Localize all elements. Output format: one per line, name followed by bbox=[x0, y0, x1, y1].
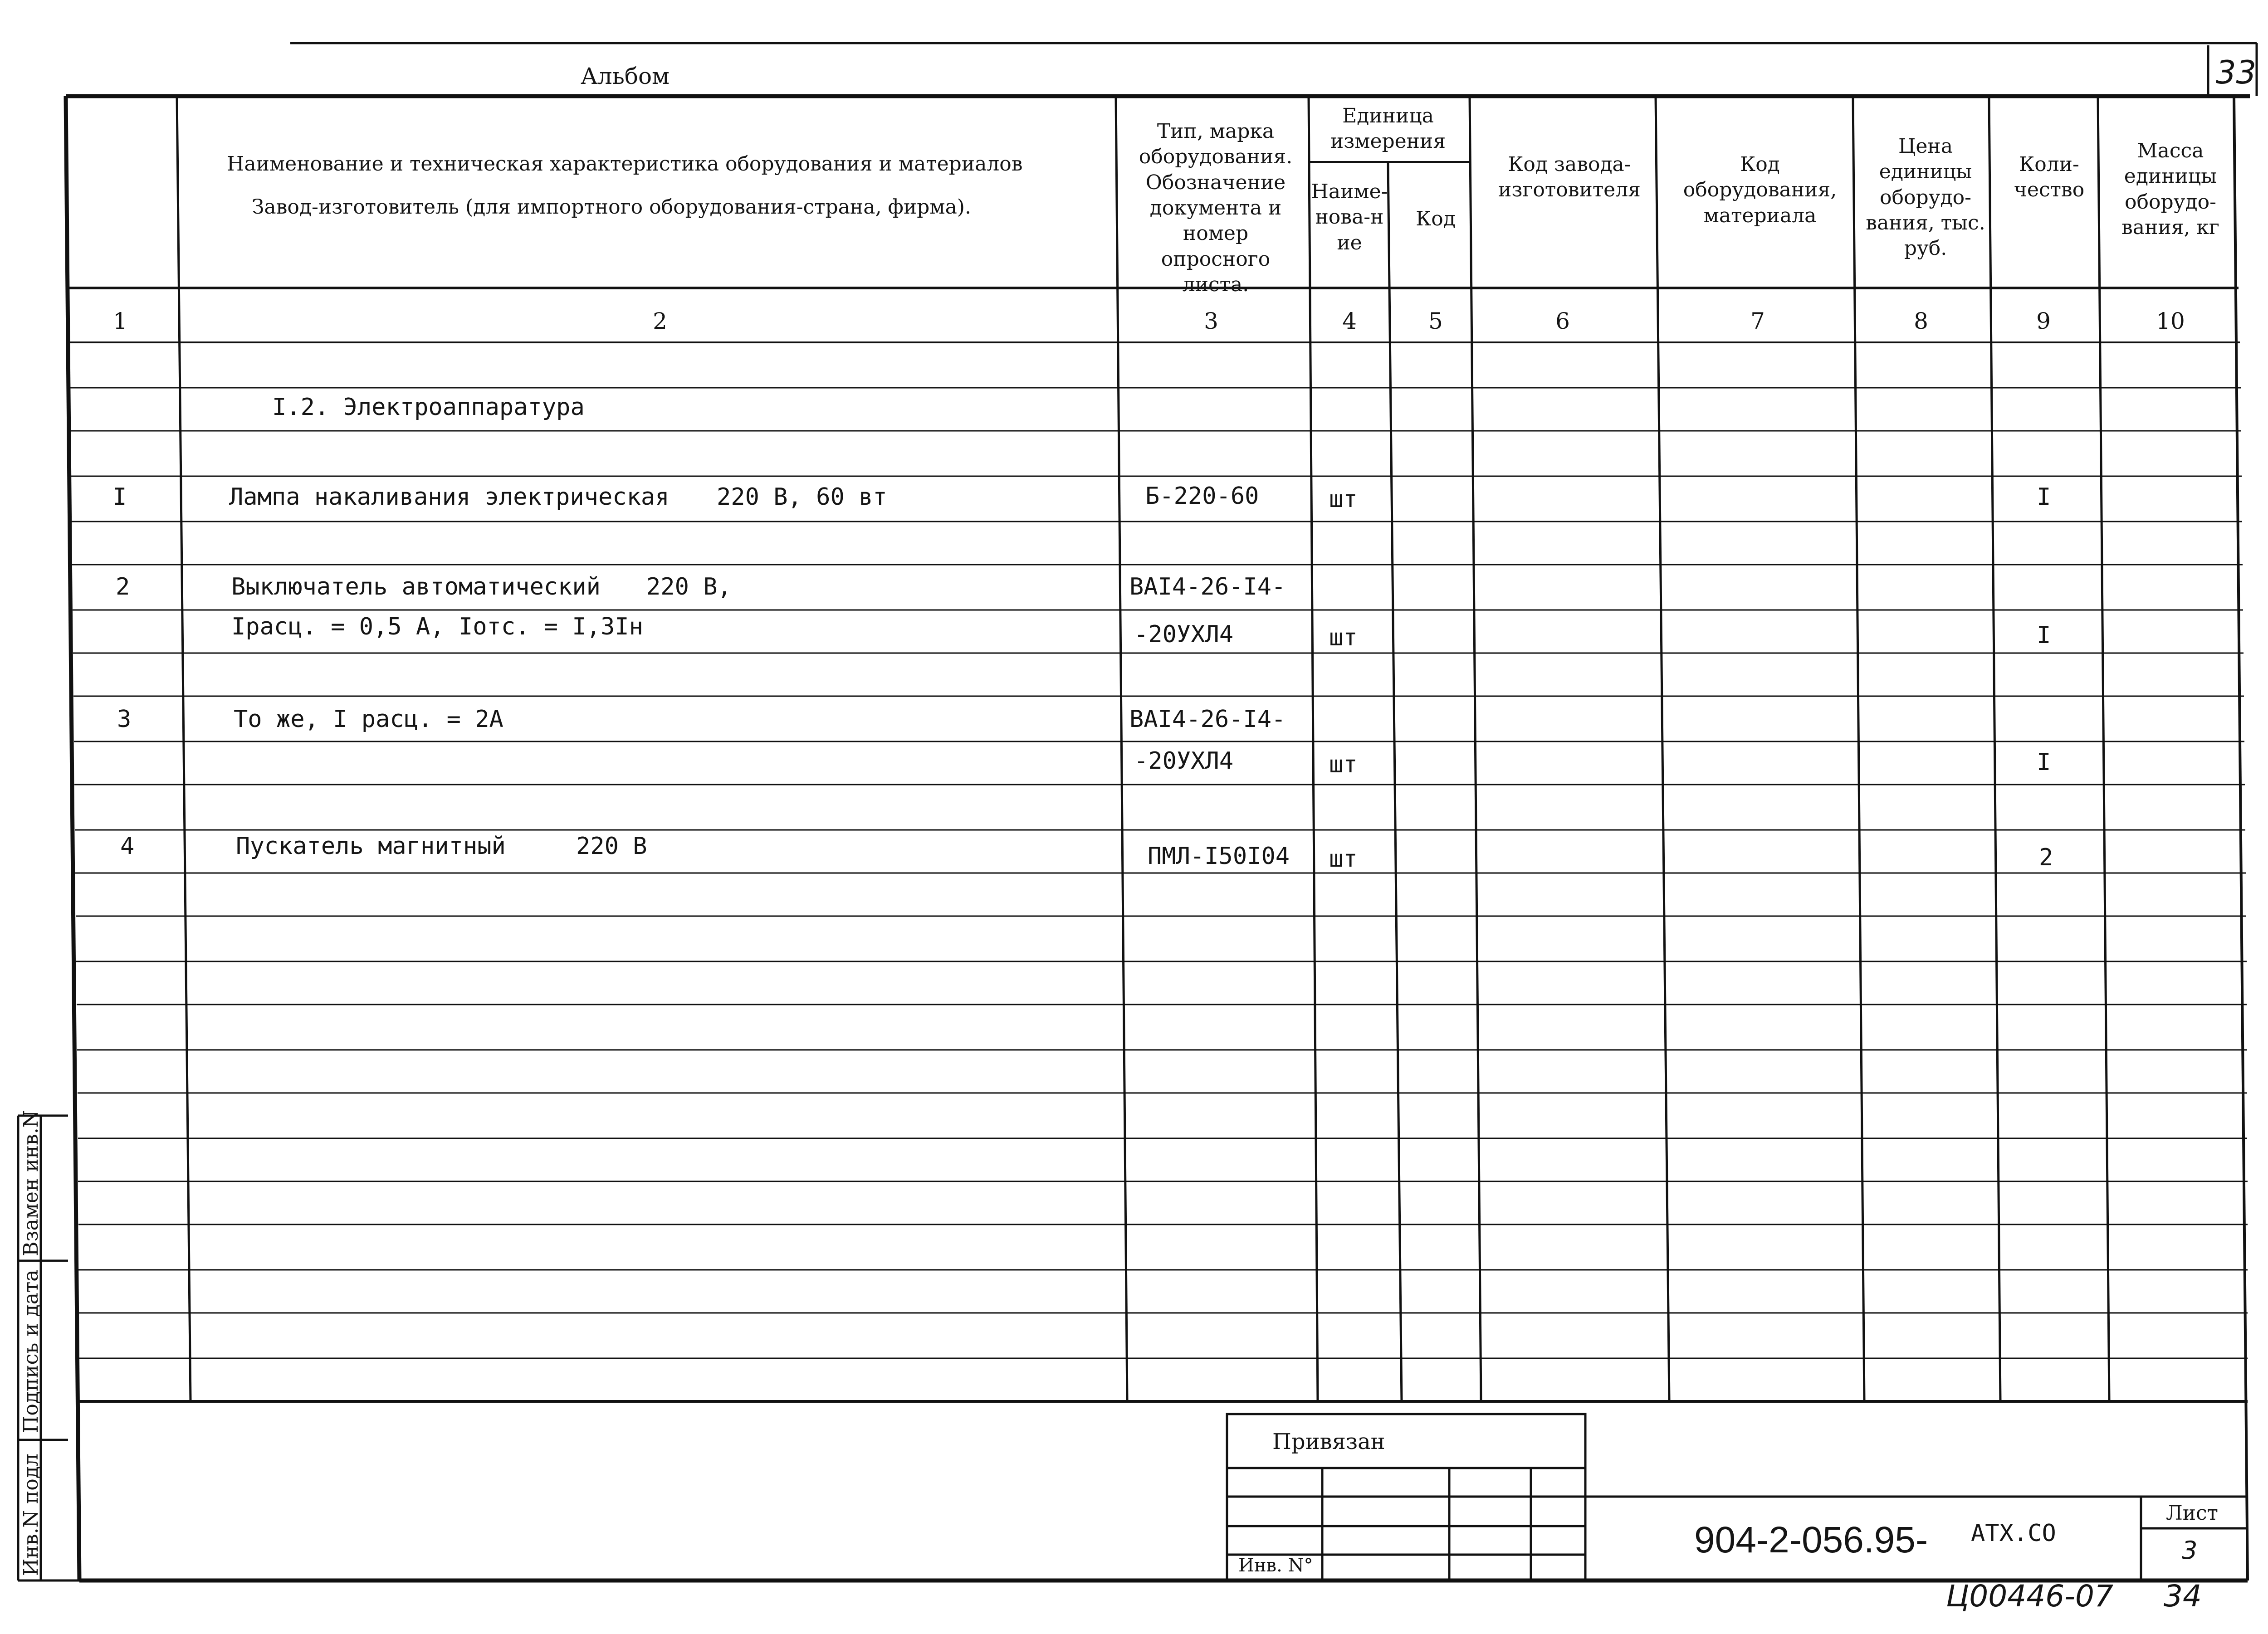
col-number-8: 8 bbox=[1914, 308, 1928, 334]
item-3-name: То же, I расц. = 2А bbox=[234, 706, 503, 733]
col-number-9: 9 bbox=[2036, 308, 2051, 334]
signature-date-label: Подпись и дата bbox=[20, 1269, 43, 1433]
item-2-number: 2 bbox=[116, 573, 130, 600]
item-4-name: Пускатель магнитный bbox=[236, 833, 506, 860]
col-number-5: 5 bbox=[1428, 308, 1443, 334]
col7-header: Код оборудования, материала bbox=[1683, 153, 1837, 227]
document-suffix: АТХ.СО bbox=[1971, 1520, 2056, 1547]
inventory-number-label: Инв. N° bbox=[1238, 1555, 1313, 1576]
original-inventory-label: Инв.N подл bbox=[20, 1454, 43, 1576]
item-3-qty: I bbox=[2037, 749, 2051, 776]
album-label: Альбом bbox=[581, 63, 670, 89]
section-title: I.2. Электроаппаратура bbox=[272, 394, 585, 421]
col3-header: Тип, марка оборудования. Обозначение документа и номер опросного листа. bbox=[1139, 120, 1293, 296]
col6-header: Код завода-изготовителя bbox=[1498, 153, 1641, 202]
item-2-type-cont: -20УХЛ4 bbox=[1134, 621, 1234, 648]
item-1-unit: шт bbox=[1329, 486, 1358, 513]
item-3-type: ВАI4-26-I4- bbox=[1129, 706, 1286, 733]
item-2-qty: I bbox=[2037, 622, 2051, 649]
item-4-unit: шт bbox=[1329, 845, 1358, 873]
item-4-spec: 220 В bbox=[576, 833, 647, 860]
item-4-qty: 2 bbox=[2039, 844, 2053, 871]
col-number-10: 10 bbox=[2156, 308, 2185, 334]
sheet-label: Лист bbox=[2166, 1502, 2219, 1525]
document-designation: 904-2-056.95- bbox=[1694, 1519, 1928, 1561]
bound-label: Привязан bbox=[1272, 1429, 1385, 1454]
col-number-4: 4 bbox=[1342, 308, 1357, 334]
col2-header-line2: Завод-изготовитель (для импортного оборудования-страна, фирма). bbox=[252, 195, 971, 219]
col8-header: Цена единицы оборудо-вания, тыс. руб. bbox=[1866, 135, 1985, 260]
col4-header: Наиме-нова-ние bbox=[1311, 180, 1388, 254]
item-1-type: Б-220-60 bbox=[1145, 483, 1259, 510]
item-2-line2: Iрасц. = 0,5 А, Iотс. = I,3Iн bbox=[231, 613, 643, 640]
page-corner-number: 33 bbox=[2216, 54, 2257, 91]
col-number-7: 7 bbox=[1750, 308, 1765, 334]
item-2-name: Выключатель автоматический bbox=[231, 573, 601, 600]
col-number-1: 1 bbox=[113, 308, 127, 334]
item-3-number: 3 bbox=[117, 706, 132, 733]
col-number-2: 2 bbox=[653, 308, 667, 334]
col45-header: Единица измерения bbox=[1330, 104, 1446, 153]
item-1-name: Лампа накаливания электрическая bbox=[229, 483, 670, 511]
footer-page-number: 34 bbox=[2164, 1579, 2202, 1614]
col5-header: Код bbox=[1416, 207, 1456, 230]
item-4-number: 4 bbox=[120, 833, 135, 860]
item-1-number: I bbox=[112, 483, 127, 511]
col2-header-line1: Наименование и техническая характеристика оборудования и материалов bbox=[227, 152, 1023, 176]
item-2-type: ВАI4-26-I4- bbox=[1129, 573, 1286, 600]
sheet-number: 3 bbox=[2182, 1536, 2198, 1565]
item-2-spec: 220 В, bbox=[646, 573, 732, 600]
item-3-unit: шт bbox=[1329, 751, 1358, 778]
item-3-type-cont: -20УХЛ4 bbox=[1134, 747, 1234, 775]
item-1-spec: 220 В, 60 вт bbox=[717, 483, 887, 511]
item-2-unit: шт bbox=[1329, 624, 1358, 651]
archive-number: Ц00446-07 bbox=[1946, 1579, 2113, 1614]
replace-inventory-label: Взамен инв.N bbox=[20, 1110, 43, 1256]
col-number-6: 6 bbox=[1555, 308, 1570, 334]
col-number-3: 3 bbox=[1204, 308, 1218, 334]
item-1-qty: I bbox=[2037, 483, 2051, 511]
col10-header: Масса единицы оборудо-вания, кг bbox=[2121, 139, 2219, 239]
col9-header: Коли-чество bbox=[2014, 153, 2085, 202]
item-4-type: ПМЛ-I50I04 bbox=[1148, 843, 1290, 870]
